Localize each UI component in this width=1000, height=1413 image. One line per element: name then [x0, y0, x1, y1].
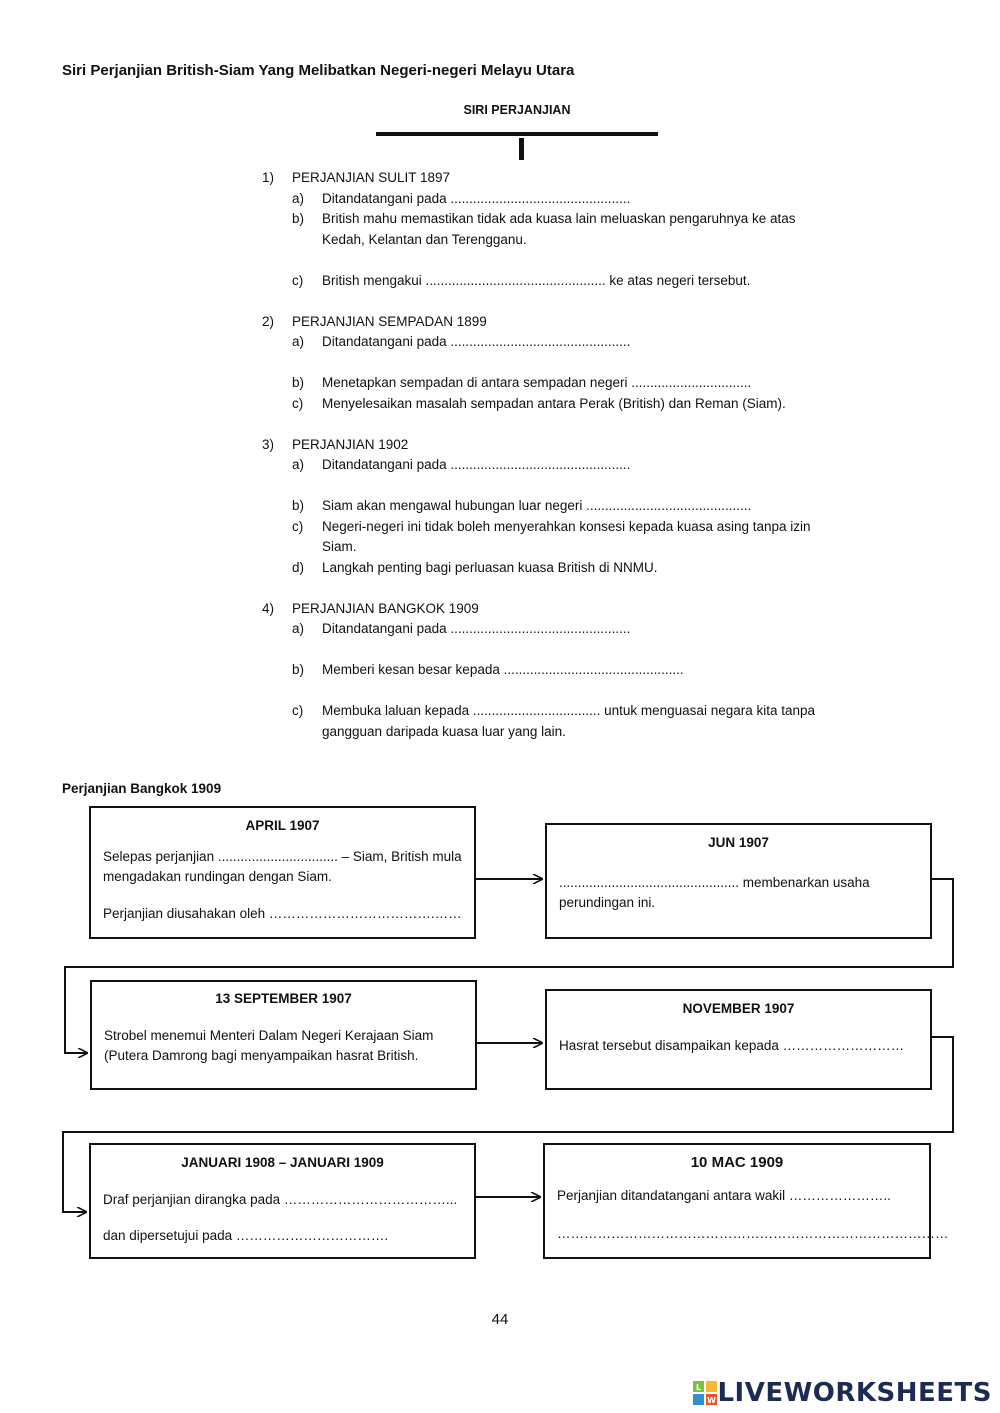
logo-block-yellow — [706, 1381, 717, 1392]
section-title: PERJANJIAN BANGKOK 1909 — [292, 600, 479, 616]
item-letter: a) — [292, 621, 305, 636]
box-heading: JUN 1907 — [708, 835, 769, 850]
section-title: PERJANJIAN SULIT 1897 — [292, 170, 451, 185]
item-letter: c) — [292, 395, 304, 411]
logo-letter-l: L — [696, 1383, 702, 1392]
section-number: 4) — [262, 600, 275, 616]
item-letter: a) — [292, 190, 305, 206]
section-number: 3) — [262, 436, 275, 452]
item-text: Membuka laluan kepada .................................. untuk menguasai negara kita tanpa gangguan daripada kuasa luar yang lain. — [322, 703, 816, 739]
item-text: Ditandatangani pada ................................................ — [322, 457, 631, 472]
item-letter: b) — [292, 211, 305, 226]
series-heading: SIRI PERJANJIAN — [463, 103, 571, 117]
item-letter: c) — [292, 703, 304, 718]
section-title: PERJANJIAN 1902 — [292, 436, 409, 452]
item-letter: b) — [292, 375, 305, 390]
box-heading: NOVEMBER 1907 — [682, 1001, 795, 1016]
item-letter: a) — [292, 457, 305, 472]
logo-block-blue — [693, 1394, 704, 1405]
box-text: dan dipersetujui pada ……………………………. — [103, 1228, 389, 1243]
flow-box-april-1907 — [89, 806, 476, 939]
item-text: Ditandatangani pada ................................................ — [322, 190, 631, 206]
box-text: Hasrat tersebut disampaikan kepada ……………………… — [559, 1037, 905, 1053]
logo-letter-w: W — [707, 1396, 717, 1405]
section-title: PERJANJIAN SEMPADAN 1899 — [292, 313, 487, 329]
box-text: Perjanjian diusahakan oleh ……………………………….…… — [103, 905, 462, 921]
box-heading: JANUARI 1908 – JANUARI 1909 — [181, 1155, 384, 1170]
logo-blocks-icon — [693, 1381, 717, 1405]
item-text: Memberi kesan besar kepada ................................................ — [322, 662, 684, 677]
item-text: Ditandatangani pada ................................................ — [322, 621, 631, 636]
item-text: Negeri-negeri ini tidak boleh menyerahkan konsesi kepada kuasa asing tanpa izin Siam. — [322, 518, 811, 554]
box-heading: APRIL 1907 — [245, 818, 320, 833]
item-letter: c) — [292, 272, 304, 288]
box-text: Selepas perjanjian ................................ – Siam, British mula mengadakan rundingan dengan Siam. — [103, 848, 462, 884]
box-text: Perjanjian ditandatangani antara wakil ………………….. — [557, 1187, 891, 1203]
box-text: ................................................ membenarkan usaha perundingan ini. — [559, 874, 870, 910]
box-heading: 13 SEPTEMBER 1907 — [215, 991, 352, 1006]
logo-text: LIVEWORKSHEETS — [717, 1378, 992, 1408]
item-text: Langkah penting bagi perluasan kuasa British di NNMU. — [322, 559, 658, 575]
item-text: British mahu memastikan tidak ada kuasa lain meluaskan pengaruhnya ke atas Kedah, Kelantan dan Terengganu. — [322, 211, 796, 247]
flow-box-10-mac-1909 — [543, 1143, 949, 1259]
item-letter: b) — [292, 662, 305, 677]
item-text: British mengakui ................................................ ke atas negeri tersebut. — [322, 272, 751, 288]
item-letter: a) — [292, 334, 305, 349]
flow-box-jun-1907 — [545, 823, 932, 939]
item-text: Menetapkan sempadan di antara sempadan negeri ................................ — [322, 375, 752, 390]
box-text: Draf perjanjian dirangka pada ………………………………... — [103, 1191, 458, 1207]
page-number: 44 — [491, 1311, 509, 1328]
item-text: Siam akan mengawal hubungan luar negeri ............................................ — [322, 498, 752, 513]
flow-box-september-1907 — [90, 980, 477, 1090]
liveworksheets-logo — [693, 1378, 992, 1408]
section-number: 2) — [262, 313, 275, 329]
flow-box-januari-1908 — [89, 1143, 476, 1259]
section-number: 1) — [262, 170, 275, 185]
box-text: …………………………………………………………………………… — [557, 1226, 949, 1241]
item-text: Menyelesaikan masalah sempadan antara Perak (British) dan Reman (Siam). — [322, 395, 786, 411]
item-letter: c) — [292, 518, 304, 534]
page-title: Siri Perjanjian British-Siam Yang Melibatkan Negeri-negeri Melayu Utara — [62, 62, 575, 79]
box-text: Strobel menemui Menteri Dalam Negeri Kerajaan Siam (Putera Damrong bagi menyampaikan hasrat British. — [104, 1027, 434, 1063]
item-letter: d) — [292, 559, 305, 575]
flow-box-november-1907 — [545, 989, 932, 1090]
item-text: Ditandatangani pada ................................................ — [322, 334, 631, 349]
flow-title: Perjanjian Bangkok 1909 — [62, 781, 222, 796]
box-heading: 10 MAC 1909 — [690, 1154, 784, 1171]
item-letter: b) — [292, 498, 305, 513]
